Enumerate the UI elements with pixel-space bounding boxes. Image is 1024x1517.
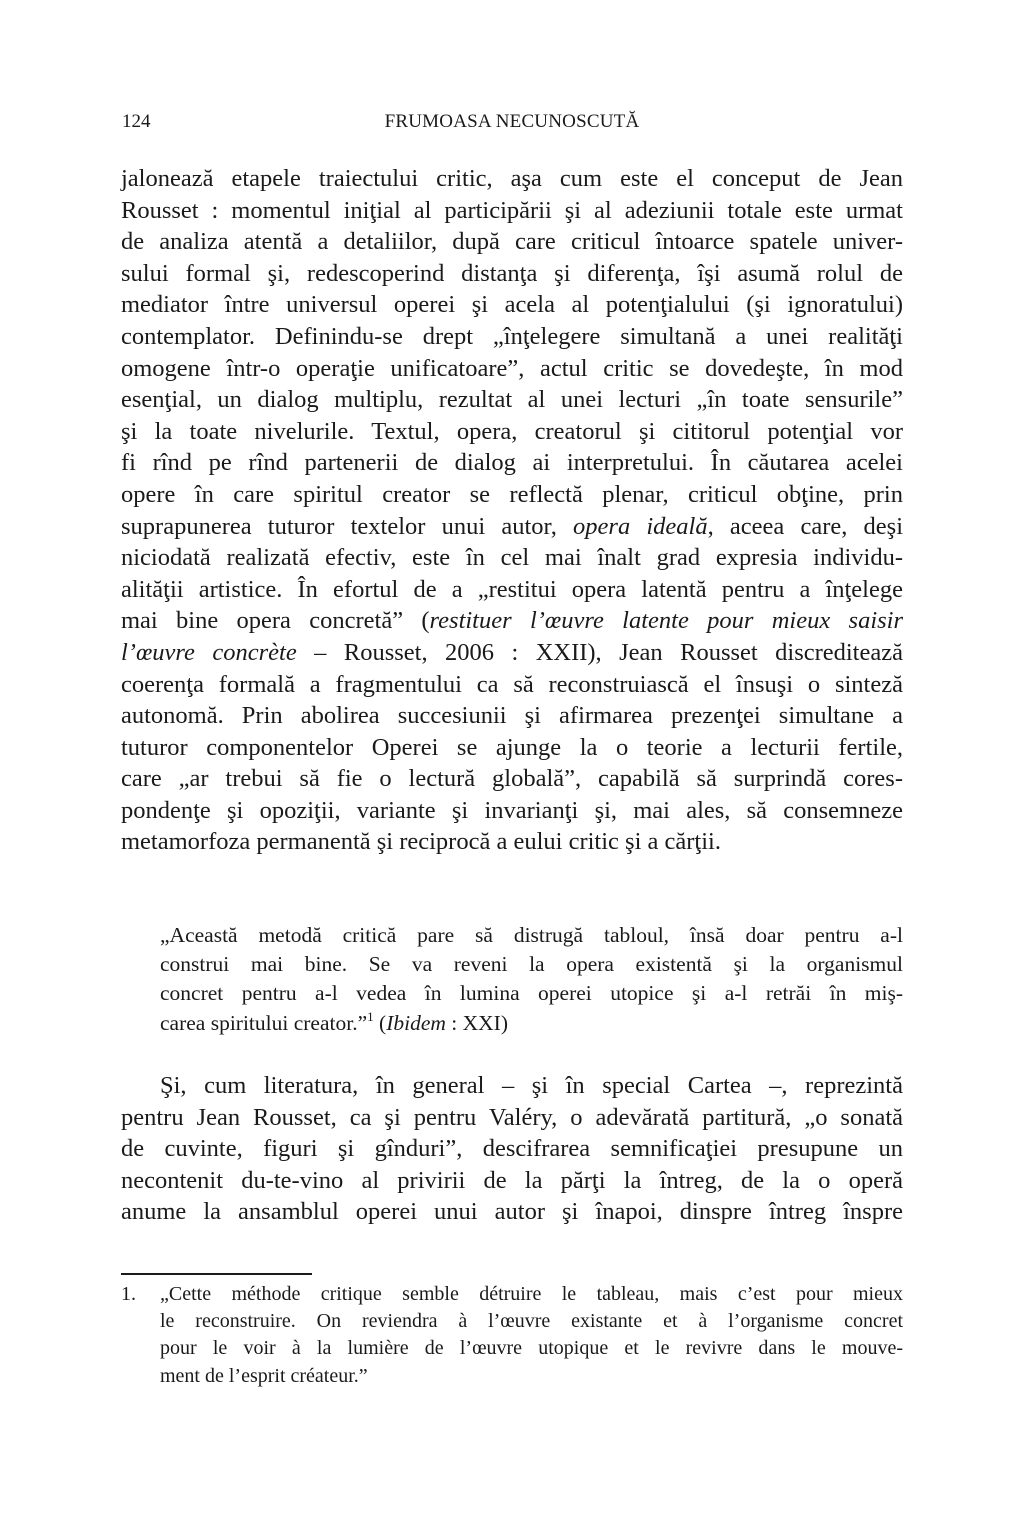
italic-french-quote: l’œuvre concrète (121, 638, 297, 666)
footnote-line: le reconstruire. On reviendra à l’œuvre existante et à l’organisme concret (160, 1310, 903, 1333)
text-line: autonomă. Prin abolirea succesiunii şi afirmarea prezenţei simultane a (121, 702, 903, 730)
text-line (121, 605, 903, 637)
text-line: Rousset : momentul iniţial al participării şi al adeziunii totale este urmat (121, 196, 903, 224)
text-line: metamorfoza permanentă şi reciprocă a eului critic şi a cărţii. (121, 828, 721, 856)
quote-line: „Această metodă critică pare să distrugă tabloul, însă doar pentru a-l (160, 923, 903, 947)
page-number: 124 (122, 111, 151, 132)
text-run: , aceea care, deşi (707, 512, 903, 540)
text-line (121, 637, 903, 669)
body-paragraph-2 (121, 1070, 903, 1228)
italic-term: opera ideală (573, 512, 708, 540)
text-line: coerenţa formală a fragmentului ca să reconstruiască el însuşi o sinteză (121, 670, 903, 698)
text-line: mediator între universul operei şi acela al potenţialului (şi ignoratului) (121, 291, 903, 319)
body-paragraph-1 (121, 163, 903, 858)
text-line (121, 511, 903, 543)
text-line: omogene într-o operaţie unificatoare”, actul critic se dovedeşte, în mod (121, 354, 903, 382)
text-line: pentru Jean Rousset, ca şi pentru Valéry, o adevărată partitură, „o sonată (121, 1103, 903, 1131)
text-line: niciodată realizată efectiv, este în cel mai înalt grad expresia individu- (121, 544, 903, 572)
text-run: suprapunerea tuturor textelor unui autor, (121, 512, 574, 540)
text-run: mai bine opera concretă” ( (121, 607, 430, 635)
text-line: Şi, cum literatura, în general – şi în special Cartea –, reprezintă (160, 1072, 903, 1099)
footnote-line: pour le voir à la lumière de l’œuvre utopique et le revivre dans le mouve- (160, 1337, 903, 1360)
text-line: sului formal şi, redescoperind distanţa şi diferenţa, îşi asumă rolul de (121, 259, 903, 287)
running-title: FRUMOASA NECUNOSCUTĂ (384, 111, 640, 132)
text-line: alităţii artistice. În efortul de a „restitui opera latentă pentru a înţelege (121, 575, 903, 603)
footnote-text (160, 1281, 903, 1390)
text-run: – Rousset, 2006 : XXII), Jean Rousset discreditează (296, 638, 903, 666)
text-run: : XXI) (445, 1010, 508, 1035)
quote-line: concret pentru a-l vedea în lumina operei utopice şi a-l retrăi în miş- (160, 981, 903, 1006)
block-quote (160, 921, 903, 1038)
text-line: de cuvinte, figuri şi gînduri”, descifrarea semnificaţiei presupune un (121, 1135, 903, 1163)
text-line: esenţial, un dialog multiplu, rezultat al unei lecturi „în toate sensurile” (121, 386, 903, 414)
footnote-line: „Cette méthode critique semble détruire le tableau, mais c’est pour mieux (160, 1283, 903, 1305)
text-line: opere în care spiritul creator se reflectă plenar, criticul obţine, prin (121, 480, 903, 508)
text-line: necontenit du-te-vino al privirii de la părţi la întreg, de la o operă (121, 1166, 903, 1194)
footnote-reference[interactable]: 1 (367, 1008, 374, 1024)
text-line: şi la toate nivelurile. Textul, opera, creatorul şi cititorul potenţial vor (121, 417, 903, 445)
text-run: carea spiritului creator.” (160, 1010, 368, 1035)
text-line: anume la ansamblul operei unui autor şi înapoi, dinspre întreg înspre (121, 1198, 903, 1226)
quote-line (160, 1009, 903, 1038)
footnote-line: ment de l’esprit créateur.” (160, 1364, 368, 1387)
text-line: fi rînd pe rînd partenerii de dialog ai interpretului. În căutarea acelei (121, 449, 903, 477)
citation-ibidem: Ibidem (386, 1010, 446, 1035)
italic-french-quote: restituer l’œuvre latente pour mieux saisir (429, 607, 903, 635)
text-line: de analiza atentă a detaliilor, după care criticul întoarce spatele univer- (121, 228, 903, 256)
text-line: jalonează etapele traiectului critic, aşa cum este el conceput de Jean (121, 165, 903, 192)
footnote-separator (121, 1273, 312, 1275)
text-line: care „ar trebui să fie o lectură globală”, capabilă să surprindă cores- (121, 765, 903, 793)
text-line: pondenţe şi opoziţii, variante şi invarianţi şi, mai ales, să consemneze (121, 796, 903, 824)
footnote-number: 1. (121, 1283, 136, 1305)
text-line: tuturor componentelor Operei se ajunge la o teorie a lecturii fertile, (121, 733, 903, 761)
text-line: contemplator. Definindu-se drept „înţelegere simultană a unei realităţi (121, 322, 903, 350)
running-head (121, 108, 903, 136)
quote-line: construi mai bine. Se va reveni la opera existentă şi la organismul (160, 952, 903, 977)
text-run: ( (373, 1010, 387, 1035)
